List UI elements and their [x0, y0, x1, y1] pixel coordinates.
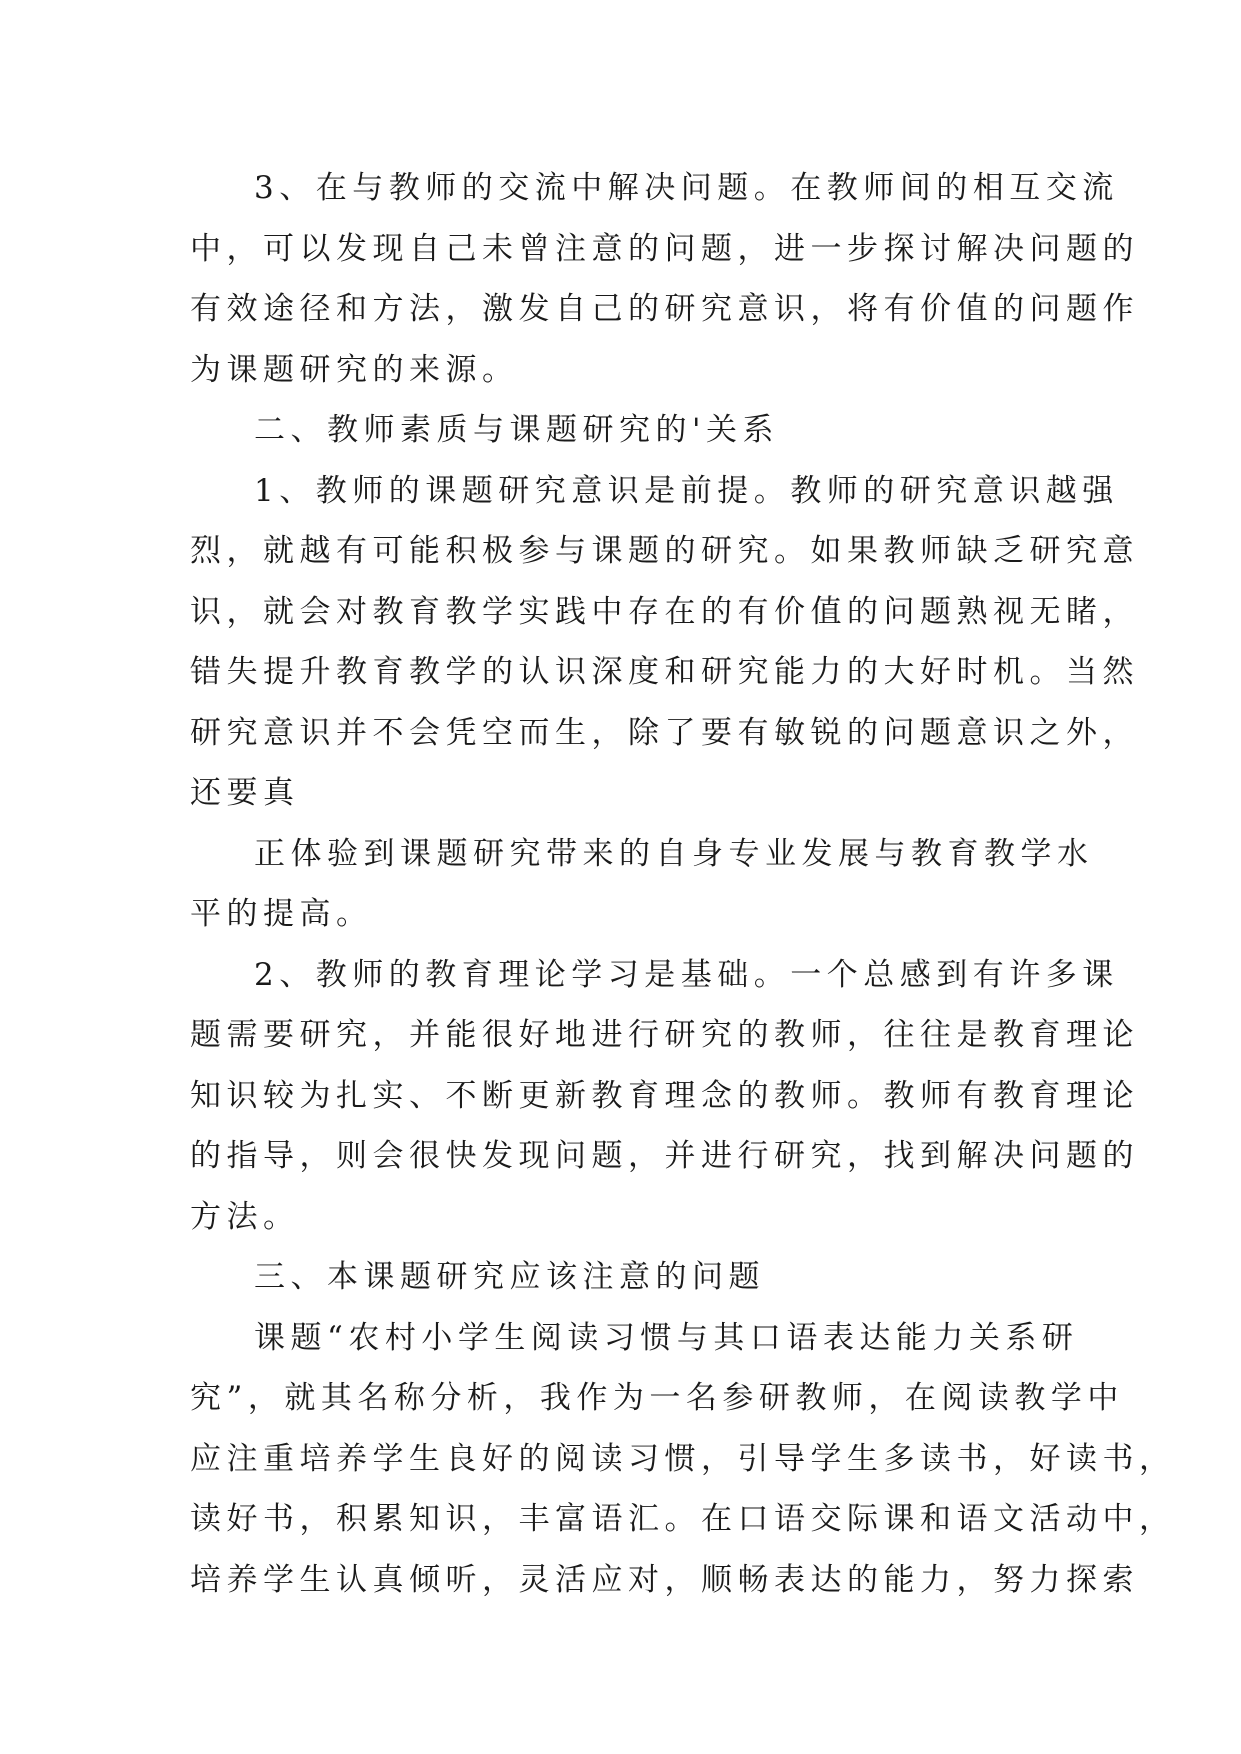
document-body [190, 158, 1176, 1610]
text-line: 1、教师的课题研究意识是前提。教师的研究意识越强 [254, 472, 1119, 509]
text-line: 有效途径和方法，激发自己的研究意识，将有价值的问题作 [190, 291, 1139, 327]
text-line: 二、教师素质与课题研究的'关系 [254, 412, 780, 448]
text-line: 为课题研究的来源。 [190, 351, 519, 388]
text-line: 研究意识并不会凭空而生，除了要有敏锐的问题意识之外， [190, 714, 1139, 751]
text-line: 错失提升教育教学的认识深度和研究能力的大好时机。当然 [190, 654, 1139, 690]
text-line: 应注重培养学生良好的阅读习惯，引导学生多读书，好读书， [190, 1440, 1176, 1477]
text-line: 正体验到课题研究带来的自身专业发展与教育教学水 [254, 835, 1094, 872]
text-line: 培养学生认真倾听，灵活应对，顺畅表达的能力，努力探索 [190, 1561, 1139, 1598]
text-line: 题需要研究，并能很好地进行研究的教师，往往是教育理论 [190, 1017, 1139, 1053]
text-line: 知识较为扎实、不断更新教育理念的教师。教师有教育理论 [190, 1077, 1139, 1114]
text-line: 还要真 [190, 775, 300, 811]
text-line: 方法。 [190, 1198, 300, 1235]
text-line: 3、在与教师的交流中解决问题。在教师间的相互交流 [254, 170, 1119, 206]
text-line: 三、本课题研究应该注意的问题 [254, 1259, 765, 1295]
text-line: 平的提高。 [190, 896, 373, 932]
text-line: 究”，就其名称分析，我作为一名参研教师，在阅读教学中 [190, 1380, 1124, 1416]
text-line: 中，可以发现自己未曾注意的问题，进一步探讨解决问题的 [190, 230, 1139, 267]
text-line: 烈，就越有可能积极参与课题的研究。如果教师缺乏研究意 [190, 533, 1139, 569]
text-line: 课题“农村小学生阅读习惯与其口语表达能力关系研 [254, 1319, 1079, 1356]
text-line: 的指导，则会很快发现问题，并进行研究，找到解决问题的 [190, 1138, 1139, 1174]
text-line: 2、教师的教育理论学习是基础。一个总感到有许多课 [254, 956, 1119, 993]
text-line: 识，就会对教育教学实践中存在的有价值的问题熟视无睹， [190, 593, 1139, 630]
text-line: 读好书，积累知识，丰富语汇。在口语交际课和语文活动中， [190, 1501, 1176, 1537]
